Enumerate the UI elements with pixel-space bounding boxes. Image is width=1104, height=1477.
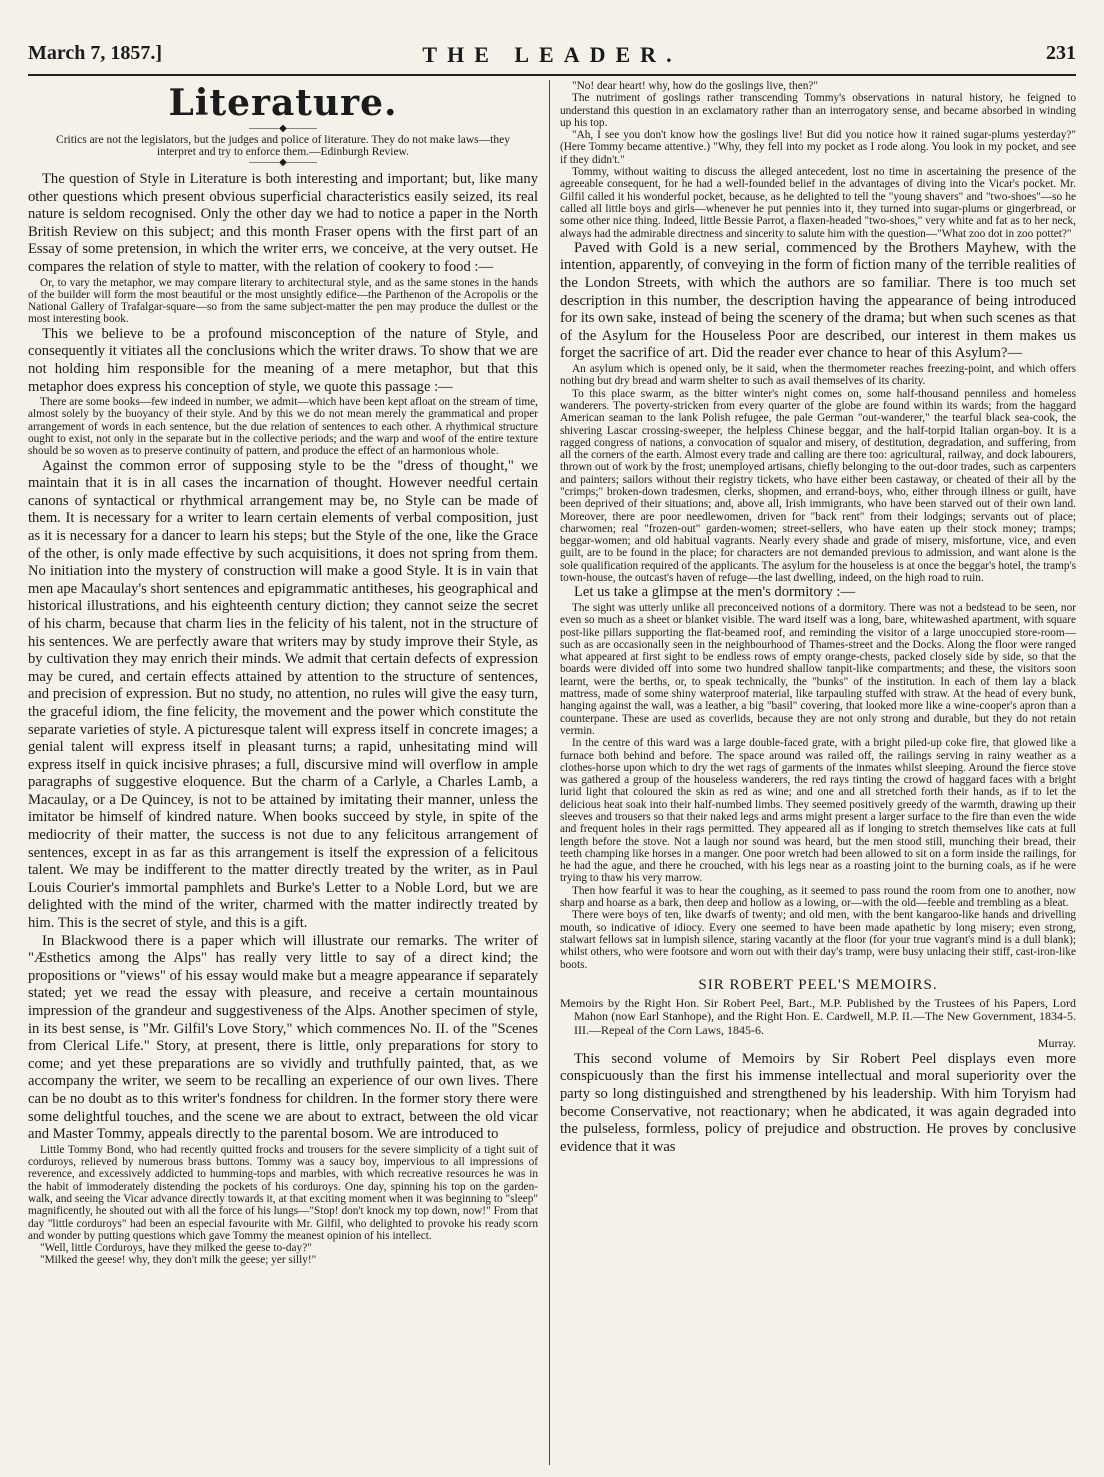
quotation: In the centre of this ward was a large double-faced grate, with a bright piled-up coke fire, that glowed like a furnace both behind and before. The space around was railed off, the railings serving in rainy weather as a clothes-horse upon which to dry the wet rags of garments of the inmates whilst sleeping. Around the fierce stove was gathered a group of the houseless wanderers, the red rays tinting the crowd of haggard faces with a bright lurid light that coloured the skin as red as wine; and one and all stretched forth their hands, as if to let the delicious heat soak into their half-numbed limbs. They seemed positively greedy of the warmth, drawing up their sleeves and trousers so that their naked legs and arms might present a larger surface to the fire than even the wide and frequent holes in their rags permitted. They appeared all as if longing to stretch themselves like cats at full length before the stove. Not a laugh nor sound was heard, but the men stood still, munching their bread, their teeth champing like horses in a manger. One poor wretch had been allowed to sit on a form inside the railings, for he had the ague, and there he crouched, with his legs near as a roasting joint to the burning coals, as if he were trying to thaw his very marrow. — [560, 737, 1076, 885]
quotation: The sight was utterly unlike all preconceived notions of a dormitory. There was not a bedstead to be seen, nor even so much as a sheet or blanket visible. The ward itself was a long, bare, whitewashed apartment, with square post-like pillars supporting the flat-beamed roof, and reminding the visitor of a large unoccupied store-room—such as are occasionally seen in the neighbourhood of Thames-street and the Docks. Along the floor were ranged what appeared at first sight to be endless rows of empty orange-chests, packed closely side by side, so that the boards were divided off into some two hundred shallow tanpit-like compartments; and these, the visitors soon learnt, were the berths, or, to speak technically, the "bunks" of the institution. In each of them lay a black mattress, made of some shiny waterproof material, like tarpauling stuffed with straw. At the head of every bunk, hanging against the wall, was a leather, a big "basil" covering, that looked more like a wine-cooper's apron than a counterpane. These are used as coverlids, because they are not only strong and durable, but they do not retain vermin. — [560, 601, 1076, 737]
section-motto: Critics are not the legislators, but the judges and police of literature. They do not make laws—they interpret and try to enforce them.—Edinburgh Review. — [56, 134, 510, 158]
page-number: 231 — [1046, 42, 1076, 64]
quotation: There were boys of ten, like dwarfs of twenty; and old men, with the bent kangaroo-like hands and drivelling mouth, so indicative of idiocy. Every one seemed to have been made apathetic by long misery; even strong, stalwart fellows sat in lumpish silence, staring vacantly at the floor (for your true vagrant's mind is a dull blank); whilst others, who were footsore and worn out with their day's tramp, were busy unlacing their stiff, cast-iron-like boots. — [560, 909, 1076, 971]
ornament-rule: ———◆——— — [249, 123, 317, 134]
ornament-rule: ———◆——— — [249, 157, 317, 168]
right-column — [560, 80, 1076, 1156]
quotation: Little Tommy Bond, who had recently quitted frocks and trousers for the severe simplicity of a tight suit of corduroys, relieved by numerous brass buttons. Tommy was a saucy boy, impervious to all impressions of reverence, and excessively addicted to humming-tops and marbles, with which recreative resources he was in the habit of immoderately distending the pockets of his corduroys. One day, spinning his top on the garden-walk, and seeing the Vicar advance directly towards it, at that exciting moment when it was beginning to "sleep" magnificently, he shouted out with all the force of his lungs—"Stop! don't knock my top down, now!" From that day "little corduroys" had been an especial favourite with Mr. Gilfil, who delighted to provoke his ready scorn and wonder by putting questions which gave Tommy the meanest opinion of his intellect. — [28, 1143, 538, 1242]
quotation: An asylum which is opened only, be it said, when the thermometer reaches freezing-point, and which offers nothing but dry bread and warm shelter to such as avail themselves of its charity. — [560, 363, 1076, 388]
column-divider — [549, 80, 550, 1465]
article-title: SIR ROBERT PEEL'S MEMOIRS. — [698, 976, 938, 993]
quotation: To this place swarm, as the bitter winter's night comes on, some half-thousand penniless and homeless wanderers. The poverty-stricken from every quarter of the globe are found within its wards; from the haggard American seaman to the lank Polish refugee, the pale German "out-wanderer," the tearful black sea-cook, the shivering Lascar crossing-sweeper, the helpless Chinese beggar, and the half-torpid Italian organ-boy. It is a ragged congress of nations, a convocation of squalor and misery, of destitution, degradation, and suffering, from all the corners of the earth. Almost every trade and calling are there too: agricultural, railway, and dock labourers, thrown out of work by the frost; unemployed artisans, chiefly belonging to the out-door trades, such as carpenters and painters; sailors without their registry tickets, who have either been castaway, or cheated of their all by the "crimps;" broken-down tradesmen, clerks, shopmen, and errand-boys, who, either through illness or guilt, have been deprived of their situations; and, above all, Irish immigrants, who have been starved out of their own land. Moreover, there are poor needlewomen, driven for "back rent" from their lodgings; servants out of place; charwomen; real "frozen-out" garden-women; street-sellers, who have eaten up their stock money; tramps; beggar-women; and old habitual vagrants. Nearly every shade and grade of misery, misfortune, vice, and even guilt, are to be found in the place; for characters are not demanded previous to admission, and want alone is the sole qualification required of the applicants. The asylum for the houseless is at once the beggar's hotel, the tramp's town-house, the outcast's haven of refuge—the last dwelling, indeed, on the high road to ruin. — [560, 387, 1076, 585]
quotation: "Milked the geese! why, they don't milk the geese; yer silly!" — [40, 1254, 317, 1267]
page-header — [28, 40, 1076, 76]
quotation: "No! dear heart! why, how do the goslings live, then?" — [572, 80, 818, 92]
paragraph: The question of Style in Literature is both interesting and important; but, like many other questions which present obvious superficial characteristics easily seized, its real nature is seldom recognised. Only the other day we had to notice a paper in the North British Review on this subject; and this month Fraser opens with the first part of an Essay of some pretension, in which the writer errs, we conceive, at the very outset. He compares the relation of style to matter, with the relation of cookery to food :— — [28, 171, 538, 275]
paragraph: This second volume of Memoirs by Sir Robert Peel displays even more conspicuously than the first his immense intellectual and moral superiority over the party so long distinguished and strengthened by his leadership. With him Toryism had become Conservative, not reactionary; when he abdicated, it was again degraded into the pulseless, formless, policy of prejudice and obstruction. He proves by conclusive evidence that it was — [560, 1050, 1076, 1155]
masthead-title: THE LEADER. — [422, 42, 682, 67]
paragraph: Against the common error of supposing style to be the "dress of thought," we maintain that it is in all cases the incarnation of thought. However needful certain canons of syntactical or rhythmical arrangement may be, no Style can be made of them. It is necessary for a writer to learn certain elements of verbal composition, just as it is necessary for a dancer to learn his steps; but the Style of the one, like the Grace of the other, is only made effective by such acquisitions, it does not spring from them. No initiation into the mystery of construction will make a good Style. It is in vain that men ape Macaulay's short sentences and epigrammatic antitheses, his geographical and historical illustrations, and his eighteenth century diction; they cannot seize the secret of his charm, because that charm lies in the felicity of his talent, not in the structure of his sentences. We are perfectly aware that writers may by study improve their Style, as by cultivation they may enrich their minds. We admit that certain defects of expression may be cured, and certain effects attained by attention to the structure of sentences, and precision of expression. But no study, no attention, no rules will give the easy turn, the graceful idiom, the fine felicity, the movement and the power which constitute the separate varieties of style. A picturesque talent will express itself in concrete images; a genial talent will express itself in pleasant turns; a rapid, unhesitating mind will express itself in quick incisive phrases; a full, discursive mind will overflow in ample paragraphs of suggestive eloquence. But the charm of a Carlyle, a Charles Lamb, a Macaulay, or a De Quincey, is not to be attained by imitating their manner, unless the imitator be himself of kindred nature. When books succeed by style, in spite of the mediocrity of their matter, the success is not due to any felicitous arrangement of sentences, except in as far as this arrangement is itself the expression of a felicitous talent. We may be indifferent to the matter directly treated by the writer, as in Paul Louis Courier's immortal pamphlets and Burke's Letter to a Noble Lord, but we are delighted with the mind of the writer, charmed with the matter indirectly treated by him. This is the secret of style, and this is a gift. — [28, 457, 538, 932]
quotation: "Ah, I see you don't know how the goslings live! But did you notice how it rained sugar-plums yesterday?" (Here Tommy became attentive.) "Why, they fell into my pocket as I rode along. You look in my pocket, and see if they didn't." — [560, 129, 1076, 166]
paragraph: Let us take a glimpse at the men's dormitory :— — [574, 584, 856, 601]
bibliographic-entry: Memoirs by the Right Hon. Sir Robert Peel, Bart., M.P. Published by the Trustees of his Papers, Lord Mahon (now Earl Stanhope), and the Right Hon. E. Cardwell, M.P. II.—The New Government, 1834-5. III.—Repeal of the Corn Laws, 1845-6. — [560, 995, 1076, 1037]
quotation: "Well, little Corduroys, have they milked the geese to-day?" — [40, 1242, 312, 1255]
issue-date: March 7, 1857.] — [28, 42, 163, 64]
paragraph: In Blackwood there is a paper which will illustrate our remarks. The writer of "Æsthetics among the Alps" has really very little to say of a direct kind; the propositions or "views" of his essay would make but a meagre appearance if separately stated; yet we read the essay with pleasure, and receive a certain mountainous impression of the grandeur and suggestiveness of the Alps. Another specimen of style, in its best sense, is "Mr. Gilfil's Love Story," which commences No. II. of the "Scenes from Clerical Life." Story, at present, there is little, only preparations for story to come; and yet these preparations are so vividly and truthfully painted, that, as we accompany the writer, we seem to be recalling an experience of our own lives. There can be no doubt as to this writer's fondness for children. In the former story there were some delightful touches, and the scene we are about to extract, between the old vicar and Master Tommy, appeals directly to the parental bosom. We are introduced to — [28, 932, 538, 1143]
paragraph: Paved with Gold is a new serial, commenced by the Brothers Mayhew, with the intention, apparently, of conveying in the form of fiction many of the terrible realities of the London Streets, with which the authors are so familiar. There is too much set description in this number, the description having the appearance of being introduced for its own sake, instead of being the scenery of the drama; but when such scenes as that of the Asylum for the Houseless Poor are described, our interest in them makes us forget the sacrifice of art. Did the reader ever chance to hear of this Asylum?— — [560, 239, 1076, 362]
quotation: There are some books—few indeed in number, we admit—which have been kept afloat on the stream of time, almost solely by the buoyancy of their style. And by this we do not mean merely the grammatical and proper arrangement of words in each sentence, but the due relation of sentences to each other. A rhythmical structure ought to exist, not only in the separate but in the collective periods; and the warp and woof of the entire texture should be so woven as to preserve continuity of pattern, and produce the effect of an harmonious whole. — [28, 396, 538, 458]
quotation: Or, to vary the metaphor, we may compare literary to architectural style, and as the same stones in the hands of the builder will form the most beautiful or the most unsightly edifice—the Parthenon of the Acropolis or the National Gallery of Trafalgar-square—so from the same subject-matter the pen may produce the dullest or the most interesting book. — [28, 276, 538, 326]
quotation: Tommy, without waiting to discuss the alleged antecedent, lost no time in ascertaining the presence of the agreeable consequent, for he had a well-founded belief in the advantages of diving into the Vicar's pocket. Mr. Gilfil called it his wonderful pocket, because, as he delighted to tell the "young shavers" and "two-shoes"—so he called all little boys and girls—whenever he put pennies into it, they turned into sugar-plums or gingerbread, or some other nice thing. Indeed, little Bessie Parrot, a flaxen-headed "two-shoes," very white and fat as to her neck, always had the admirable directness and sincerity to salute him with the question—"What zoo dot in zoo pottet?" — [560, 166, 1076, 240]
paragraph: This we believe to be a profound misconception of the nature of Style, and consequently it vitiates all the conclusions which the writer draws. To show that we are not holding him responsible for the meaning of a mere metaphor, but that this metaphor does express his conception of style, we quote this passage :— — [28, 325, 538, 395]
quotation: The nutriment of goslings rather transcending Tommy's observations in natural history, he feigned to understand this question in an exclamatory rather than an interrogatory sense, and became absorbed in winding up his top. — [560, 92, 1076, 129]
left-column — [28, 80, 538, 1267]
publisher: Murray. — [1037, 1036, 1076, 1051]
section-title: Literature. — [168, 82, 398, 124]
quotation: Then how fearful it was to hear the coughing, as it seemed to pass round the room from one to another, now sharp and hoarse as a bark, then deep and hollow as a lowing, or—with the old—feeble and trembling as a bleat. — [560, 884, 1076, 910]
